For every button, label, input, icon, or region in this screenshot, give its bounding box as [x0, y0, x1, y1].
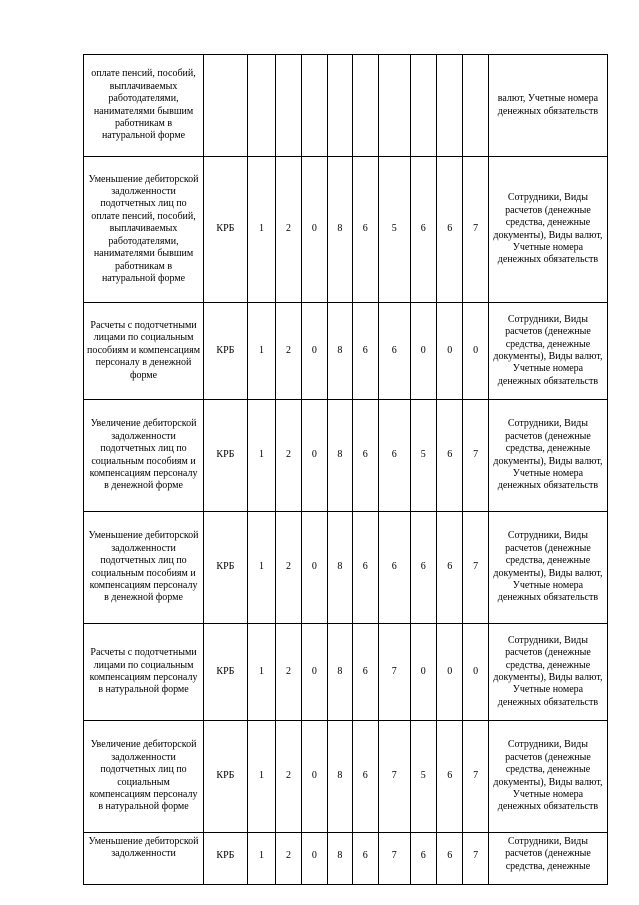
account-digit-cell: 6	[410, 157, 436, 303]
account-digit-cell: 1	[247, 512, 275, 624]
account-digit-cell: 8	[328, 833, 352, 885]
account-digit-cell	[437, 55, 463, 157]
account-digit-cell: 6	[352, 303, 378, 400]
table-row	[84, 55, 608, 157]
account-digit-cell: 2	[276, 512, 301, 624]
account-digit-cell: 8	[328, 624, 352, 721]
account-digit-cell: 6	[352, 157, 378, 303]
account-digit-cell: 2	[276, 833, 301, 885]
account-digit-cell: 7	[463, 512, 488, 624]
account-digit-cell: 2	[276, 721, 301, 833]
table-row	[84, 157, 608, 303]
table-row	[84, 833, 608, 885]
account-digit-cell: 0	[410, 624, 436, 721]
analytics-cell: валют, Учетные номера денежных обязательств	[488, 55, 607, 157]
account-digit-cell	[328, 55, 352, 157]
account-digit-cell: 1	[247, 833, 275, 885]
account-digit-cell: 1	[247, 303, 275, 400]
budget-code-cell	[204, 55, 248, 157]
account-digit-cell: 6	[437, 512, 463, 624]
account-digit-cell: 6	[352, 833, 378, 885]
account-name-cell: Уменьшение дебиторской задолженности	[84, 833, 204, 885]
account-digit-cell	[379, 55, 411, 157]
budget-code-cell: КРБ	[204, 303, 248, 400]
account-digit-cell: 7	[463, 833, 488, 885]
table-row	[84, 624, 608, 721]
account-digit-cell: 0	[437, 624, 463, 721]
account-digit-cell	[463, 55, 488, 157]
account-digit-cell: 0	[301, 303, 327, 400]
account-digit-cell: 7	[463, 157, 488, 303]
analytics-cell: Сотрудники, Виды расчетов (денежные средства, денежные	[488, 833, 607, 885]
analytics-cell: Сотрудники, Виды расчетов (денежные средства, денежные документы), Виды валют, Учетные номера денежных обязательств	[488, 512, 607, 624]
account-digit-cell: 2	[276, 303, 301, 400]
account-digit-cell: 8	[328, 512, 352, 624]
account-digit-cell: 0	[463, 303, 488, 400]
budget-code-cell: КРБ	[204, 157, 248, 303]
account-digit-cell: 6	[437, 721, 463, 833]
analytics-cell: Сотрудники, Виды расчетов (денежные средства, денежные документы), Виды валют, Учетные номера денежных обязательств	[488, 721, 607, 833]
account-digit-cell: 8	[328, 157, 352, 303]
account-digit-cell: 6	[379, 512, 411, 624]
account-digit-cell: 0	[301, 512, 327, 624]
account-digit-cell: 1	[247, 157, 275, 303]
account-digit-cell: 0	[410, 303, 436, 400]
account-digit-cell: 7	[379, 833, 411, 885]
account-digit-cell: 0	[463, 624, 488, 721]
account-digit-cell: 2	[276, 400, 301, 512]
account-digit-cell: 8	[328, 400, 352, 512]
account-name-cell: Расчеты с подотчетными лицами по социальным пособиям и компенсациям персоналу в денежной форме	[84, 303, 204, 400]
analytics-cell: Сотрудники, Виды расчетов (денежные средства, денежные документы), Виды валют, Учетные номера денежных обязательств	[488, 157, 607, 303]
account-digit-cell: 8	[328, 721, 352, 833]
account-digit-cell: 5	[379, 157, 411, 303]
account-digit-cell	[276, 55, 301, 157]
account-digit-cell: 6	[352, 624, 378, 721]
account-digit-cell: 6	[352, 721, 378, 833]
account-digit-cell	[247, 55, 275, 157]
account-digit-cell: 8	[328, 303, 352, 400]
account-digit-cell: 1	[247, 721, 275, 833]
table-row	[84, 721, 608, 833]
table-body	[84, 55, 608, 885]
account-name-cell: Увеличение дебиторской задолженности подотчетных лиц по социальным компенсациям персоналу в натуральной форме	[84, 721, 204, 833]
account-digit-cell: 6	[437, 833, 463, 885]
account-name-cell: Увеличение дебиторской задолженности подотчетных лиц по социальным пособиям и компенсациям персоналу в денежной форме	[84, 400, 204, 512]
account-digit-cell: 6	[352, 400, 378, 512]
table-row	[84, 400, 608, 512]
account-digit-cell	[352, 55, 378, 157]
account-name-cell: Уменьшение дебиторской задолженности подотчетных лиц по социальным пособиям и компенсациям персоналу в денежной форме	[84, 512, 204, 624]
table-row	[84, 303, 608, 400]
accounts-table	[83, 54, 608, 885]
analytics-cell: Сотрудники, Виды расчетов (денежные средства, денежные документы), Виды валют, Учетные номера денежных обязательств	[488, 303, 607, 400]
account-digit-cell: 6	[410, 512, 436, 624]
account-digit-cell: 0	[437, 303, 463, 400]
account-digit-cell: 2	[276, 157, 301, 303]
account-digit-cell: 0	[301, 624, 327, 721]
account-digit-cell: 5	[410, 721, 436, 833]
account-digit-cell: 6	[379, 400, 411, 512]
account-name-cell: Расчеты с подотчетными лицами по социальным компенсациям персоналу в натуральной форме	[84, 624, 204, 721]
account-digit-cell: 2	[276, 624, 301, 721]
account-digit-cell: 7	[379, 721, 411, 833]
account-digit-cell: 0	[301, 721, 327, 833]
account-name-cell: Уменьшение дебиторской задолженности подотчетных лиц по оплате пенсий, пособий, выплачиваемых работодателями, нанимателями бывшим работникам в натуральной форме	[84, 157, 204, 303]
budget-code-cell: КРБ	[204, 624, 248, 721]
analytics-cell: Сотрудники, Виды расчетов (денежные средства, денежные документы), Виды валют, Учетные номера денежных обязательств	[488, 400, 607, 512]
account-digit-cell: 6	[437, 400, 463, 512]
account-digit-cell	[410, 55, 436, 157]
account-digit-cell: 0	[301, 833, 327, 885]
account-digit-cell: 5	[410, 400, 436, 512]
account-digit-cell: 6	[437, 157, 463, 303]
table-row	[84, 512, 608, 624]
budget-code-cell: КРБ	[204, 833, 248, 885]
account-digit-cell: 6	[352, 512, 378, 624]
account-name-cell: оплате пенсий, пособий, выплачиваемых работодателями, нанимателями бывшим работникам в натуральной форме	[84, 55, 204, 157]
account-digit-cell: 0	[301, 400, 327, 512]
budget-code-cell: КРБ	[204, 721, 248, 833]
account-digit-cell	[301, 55, 327, 157]
account-digit-cell: 6	[379, 303, 411, 400]
budget-code-cell: КРБ	[204, 400, 248, 512]
budget-code-cell: КРБ	[204, 512, 248, 624]
account-digit-cell: 1	[247, 400, 275, 512]
account-digit-cell: 7	[463, 400, 488, 512]
account-digit-cell: 6	[410, 833, 436, 885]
account-digit-cell: 7	[463, 721, 488, 833]
analytics-cell: Сотрудники, Виды расчетов (денежные средства, денежные документы), Виды валют, Учетные номера денежных обязательств	[488, 624, 607, 721]
account-digit-cell: 1	[247, 624, 275, 721]
account-digit-cell: 0	[301, 157, 327, 303]
account-digit-cell: 7	[379, 624, 411, 721]
